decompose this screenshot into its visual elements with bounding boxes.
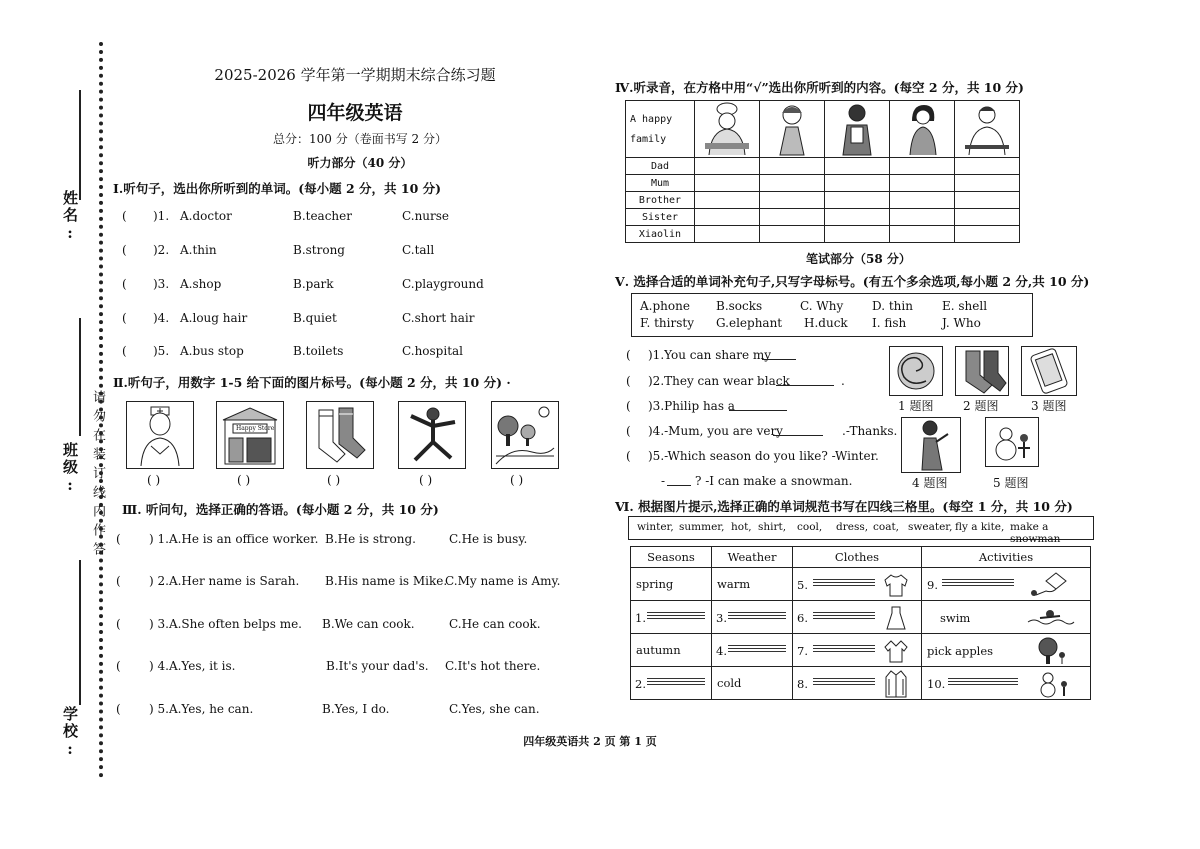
kungfu-picture: [398, 401, 466, 469]
seasons-table: [630, 546, 1091, 700]
writing-lines[interactable]: [948, 676, 1018, 688]
coat-icon: [883, 669, 909, 699]
question-text: )2.They can wear black: [648, 374, 790, 388]
nurse-picture: [126, 401, 194, 469]
option-b: B.It's your dad's.: [326, 659, 429, 673]
check-cell[interactable]: [890, 192, 955, 209]
blank-number: 1.: [635, 611, 646, 625]
subject-title: 四年级英语: [307, 102, 403, 124]
check-cell[interactable]: [890, 158, 955, 175]
row-label: Brother: [626, 192, 695, 209]
check-cell[interactable]: [955, 209, 1020, 226]
question-number: )3.: [153, 277, 170, 291]
option-c: C.short hair: [402, 311, 475, 325]
option-b: B.quiet: [293, 311, 337, 325]
blank-number: 8.: [797, 677, 808, 691]
word: make a snowman: [1010, 521, 1061, 545]
option-h: H.duck: [804, 316, 848, 330]
blank-number: 4.: [716, 644, 727, 658]
family-row-sister: [626, 209, 1020, 226]
row-label: Sister: [626, 209, 695, 226]
check-cell[interactable]: [890, 226, 955, 243]
option-c: C.tall: [402, 243, 435, 257]
option-a: ) 2.A.Her name is Sarah.: [149, 574, 300, 588]
option-b: B.strong: [293, 243, 345, 257]
option-i: I. fish: [872, 316, 907, 330]
writing-lines[interactable]: [647, 610, 705, 622]
picture-blank-2[interactable]: ( ): [237, 473, 251, 487]
option-f: F. thirsty: [640, 316, 694, 330]
snowman-icon: [1026, 670, 1076, 698]
question-text: )1.You can share my: [648, 348, 772, 362]
question-number: )5.: [153, 344, 170, 358]
season-cell: spring: [631, 568, 712, 601]
thirsty-woman-picture: [901, 417, 961, 473]
figure-2-label: 2 题图: [963, 399, 999, 413]
phone-picture: [1021, 346, 1077, 396]
family-table: [625, 100, 1020, 243]
check-cell[interactable]: [760, 192, 825, 209]
listening-heading: 听力部分（40 分）: [307, 156, 413, 170]
season-cell: [631, 667, 712, 700]
check-cell[interactable]: [955, 175, 1020, 192]
fill-blank[interactable]: [776, 372, 834, 386]
blank-number: 5.: [797, 578, 808, 592]
check-cell[interactable]: [825, 209, 890, 226]
season-row-3: [631, 634, 1091, 667]
option-a: ) 5.A.Yes, he can.: [149, 702, 254, 716]
word: summer,: [679, 521, 725, 533]
writing-lines[interactable]: [813, 676, 875, 688]
sweater-icon: [883, 572, 909, 598]
writing-lines[interactable]: [728, 610, 786, 622]
header-seasons: Seasons: [631, 547, 712, 568]
option-c: C. Why: [800, 299, 844, 313]
question-number: )2.: [153, 243, 170, 257]
boy-picture: [825, 101, 890, 158]
question-tail: ? -I can make a snowman.: [695, 474, 853, 488]
section4-title: Ⅳ.听录音，在方格中用“√”选出你所听到的内容。(每空 2 分，共 10 分): [615, 80, 1024, 95]
family-row-mum: [626, 175, 1020, 192]
word: dress,: [836, 521, 869, 533]
option-c: C.He can cook.: [449, 617, 541, 631]
answer-blank[interactable]: (: [122, 344, 127, 358]
answer-blank[interactable]: (: [626, 424, 631, 438]
picture-blank-1[interactable]: ( ): [147, 473, 161, 487]
question-text: )3.Philip has a: [648, 399, 735, 413]
writing-lines[interactable]: [813, 610, 875, 622]
answer-blank[interactable]: (: [116, 702, 121, 716]
activity-cell: [922, 667, 1091, 700]
dress-icon: [883, 605, 909, 631]
check-cell[interactable]: [825, 158, 890, 175]
answer-blank[interactable]: (: [626, 449, 631, 463]
activity-text: swim: [940, 611, 971, 625]
check-cell[interactable]: [760, 175, 825, 192]
option-g: G.elephant: [716, 316, 783, 330]
park-picture: [491, 401, 559, 469]
word: shirt,: [758, 521, 787, 533]
word: winter,: [637, 521, 674, 533]
check-cell[interactable]: [825, 192, 890, 209]
section2-title: Ⅱ.听句子，用数字 1-5 给下面的图片标号。(每小题 2 分，共 10 分) ·: [113, 375, 511, 390]
row-label: Dad: [626, 158, 695, 175]
weather-cell: [712, 601, 793, 634]
option-a: A.phone: [640, 299, 690, 313]
header-weather: Weather: [712, 547, 793, 568]
check-cell[interactable]: [955, 192, 1020, 209]
option-c: C.hospital: [402, 344, 464, 358]
binding-line: [99, 42, 103, 778]
clothes-cell: [793, 667, 922, 700]
word: hot,: [731, 521, 752, 533]
picture-blank-5[interactable]: ( ): [510, 473, 524, 487]
option-c: C.playground: [402, 277, 484, 291]
swim-icon: [1026, 604, 1076, 632]
activity-cell: [922, 568, 1091, 601]
name-label: 姓名:: [61, 190, 79, 244]
answer-blank[interactable]: (: [116, 574, 121, 588]
check-cell[interactable]: [695, 158, 760, 175]
option-b: B.He is strong.: [325, 532, 416, 546]
answer-blank[interactable]: (: [116, 532, 121, 546]
kite-icon: [1026, 571, 1076, 599]
shell-picture: [889, 346, 943, 396]
blank-number: 7.: [797, 644, 808, 658]
option-c: C.He is busy.: [449, 532, 528, 546]
name-line[interactable]: [79, 90, 81, 200]
sock-picture: [955, 346, 1009, 396]
check-cell[interactable]: [825, 175, 890, 192]
check-cell[interactable]: [695, 192, 760, 209]
option-c: C.nurse: [402, 209, 450, 223]
season-row-4: [631, 667, 1091, 700]
option-d: D. thin: [872, 299, 913, 313]
option-a: ) 4.A.Yes, it is.: [149, 659, 236, 673]
check-cell[interactable]: [825, 226, 890, 243]
school-line[interactable]: [79, 560, 81, 705]
option-b: B.teacher: [293, 209, 352, 223]
exam-title: 2025-2026 学年第一学期期末综合练习题: [214, 66, 496, 84]
option-a: A.doctor: [180, 209, 232, 223]
option-b: B.His name is Mike.: [325, 574, 448, 588]
question-tail: .-Thanks.: [842, 424, 898, 438]
binding-note: 请勿在装订线内作答: [90, 390, 105, 561]
family-row-dad: [626, 158, 1020, 175]
option-b: B.socks: [716, 299, 763, 313]
check-cell[interactable]: [760, 226, 825, 243]
check-cell[interactable]: [955, 158, 1020, 175]
option-box: [631, 293, 1033, 337]
writing-lines[interactable]: [728, 643, 786, 655]
answer-blank[interactable]: (: [626, 348, 631, 362]
option-a: A.bus stop: [180, 344, 244, 358]
answer-blank[interactable]: (: [116, 617, 121, 631]
man-picture: [955, 101, 1020, 158]
header-clothes: Clothes: [793, 547, 922, 568]
word: coat,: [873, 521, 900, 533]
writing-lines[interactable]: [813, 577, 875, 589]
total-score: 总分：100 分（卷面书写 2 分）: [273, 132, 447, 146]
picture-blank-3[interactable]: ( ): [327, 473, 341, 487]
store-sign: Happy Store: [236, 425, 275, 432]
answer-blank[interactable]: (: [122, 277, 127, 291]
answer-blank[interactable]: (: [122, 209, 127, 223]
apple-tree-icon: [1026, 637, 1076, 665]
family-header-line1: A happy: [630, 114, 673, 125]
option-b: B.Yes, I do.: [322, 702, 390, 716]
question-text: )4.-Mum, you are very: [648, 424, 783, 438]
family-row-xiaolin: [626, 226, 1020, 243]
option-j: J. Who: [942, 316, 981, 330]
check-cell[interactable]: [890, 209, 955, 226]
check-cell[interactable]: [695, 226, 760, 243]
word: fly a kite,: [955, 521, 1005, 533]
page-footer: 四年级英语共 2 页 第 1 页: [523, 735, 657, 748]
option-b: B.toilets: [293, 344, 344, 358]
class-line[interactable]: [79, 318, 81, 436]
activity-text: pick apples: [927, 644, 994, 658]
fill-blank[interactable]: [762, 346, 796, 360]
dash: -: [661, 474, 666, 488]
clothes-cell: [793, 568, 922, 601]
season-cell: [631, 601, 712, 634]
section3-title: Ⅲ. 听问句，选择正确的答语。(每小题 2 分，共 10 分): [122, 502, 439, 517]
family-row-brother: [626, 192, 1020, 209]
fill-blank[interactable]: [729, 397, 787, 411]
girl-picture: [760, 101, 825, 158]
season-row-1: [631, 568, 1091, 601]
answer-blank[interactable]: (: [122, 243, 127, 257]
answer-blank[interactable]: (: [626, 374, 631, 388]
writing-lines[interactable]: [647, 676, 705, 688]
option-c: C.Yes, she can.: [449, 702, 540, 716]
header-activities: Activities: [922, 547, 1091, 568]
clothes-cell: [793, 634, 922, 667]
cook-picture: [695, 101, 760, 158]
question-number: )1.: [153, 209, 170, 223]
activity-cell: [922, 601, 1091, 634]
answer-blank[interactable]: (: [626, 399, 631, 413]
written-heading: 笔试部分（58 分）: [806, 252, 911, 266]
check-cell[interactable]: [890, 175, 955, 192]
writing-lines[interactable]: [942, 577, 1014, 589]
season-row-2: [631, 601, 1091, 634]
blank-number: 2.: [635, 677, 646, 691]
figure-4-label: 4 题图: [912, 476, 948, 490]
shirt-icon: [883, 638, 909, 664]
check-cell[interactable]: [760, 158, 825, 175]
option-a: A.thin: [180, 243, 217, 257]
writing-lines[interactable]: [813, 643, 875, 655]
word-bank: [628, 516, 1094, 545]
row-label: Xiaolin: [626, 226, 695, 243]
section5-title: Ⅴ. 选择合适的单词补充句子,只写字母标号。(有五个多余选项,每小题 2 分,共 10 分): [615, 274, 1090, 289]
check-cell[interactable]: [695, 175, 760, 192]
check-cell[interactable]: [695, 209, 760, 226]
check-cell[interactable]: [760, 209, 825, 226]
sentence-end: .: [841, 374, 845, 388]
blank-number: 10.: [927, 677, 946, 691]
school-label: 学校:: [61, 706, 79, 760]
figure-3-label: 3 题图: [1031, 399, 1067, 413]
section6-title: Ⅵ. 根据图片提示,选择正确的单词规范书写在四线三格里。(每空 1 分，共 10 分): [615, 499, 1073, 514]
question-number: )4.: [153, 311, 170, 325]
socks-picture: [306, 401, 374, 469]
picture-blank-4[interactable]: ( ): [419, 473, 433, 487]
option-a: ) 1.A.He is an office worker.: [149, 532, 319, 546]
option-c: C.My name is Amy.: [445, 574, 561, 588]
family-header-line2: family: [630, 134, 667, 145]
fill-blank[interactable]: [773, 422, 823, 436]
row-label: Mum: [626, 175, 695, 192]
blank-number: 9.: [927, 578, 938, 592]
blank-number: 3.: [716, 611, 727, 625]
option-b: B.We can cook.: [322, 617, 415, 631]
class-label: 班级:: [61, 442, 79, 496]
question-text: )5.-Which season do you like? -Winter.: [648, 449, 879, 463]
family-header-cell: [626, 101, 695, 158]
weather-cell: warm: [712, 568, 793, 601]
option-a: A.loug hair: [180, 311, 248, 325]
snowman-kids-picture: [985, 417, 1039, 467]
store-picture: [216, 401, 284, 469]
fill-blank[interactable]: [667, 472, 691, 486]
answer-blank[interactable]: (: [116, 659, 121, 673]
clothes-cell: [793, 601, 922, 634]
word: cool,: [797, 521, 823, 533]
answer-blank[interactable]: (: [122, 311, 127, 325]
option-e: E. shell: [942, 299, 988, 313]
weather-cell: [712, 634, 793, 667]
option-a: A.shop: [180, 277, 222, 291]
check-cell[interactable]: [955, 226, 1020, 243]
option-a: ) 3.A.She often belps me.: [149, 617, 302, 631]
figure-1-label: 1 题图: [898, 399, 934, 413]
figure-5-label: 5 题图: [993, 476, 1029, 490]
woman-picture: [890, 101, 955, 158]
blank-number: 6.: [797, 611, 808, 625]
activity-cell: [922, 634, 1091, 667]
option-b: B.park: [293, 277, 334, 291]
section1-title: Ⅰ.听句子，选出你所听到的单词。(每小题 2 分，共 10 分): [113, 181, 442, 196]
word: sweater,: [908, 521, 953, 533]
option-c: C.It's hot there.: [445, 659, 541, 673]
weather-cell: cold: [712, 667, 793, 700]
season-cell: autumn: [631, 634, 712, 667]
